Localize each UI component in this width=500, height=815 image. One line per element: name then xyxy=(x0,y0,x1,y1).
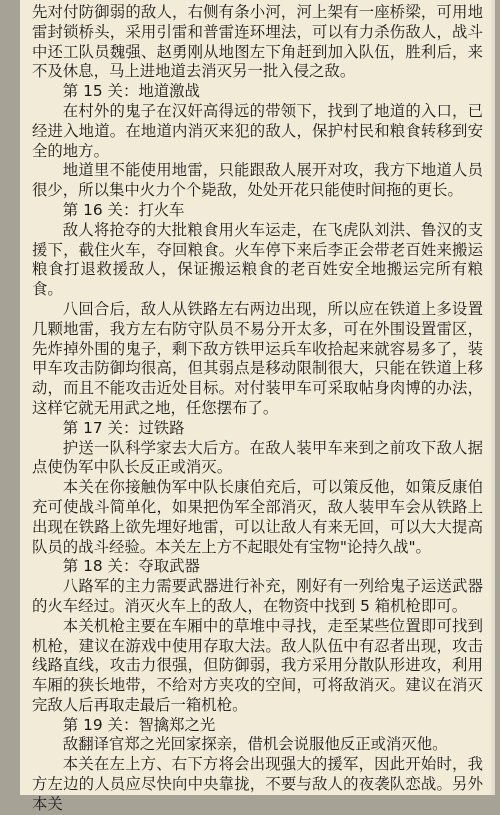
paragraph: 敌人将抢夺的大批粮食用火车运走，在飞虎队刘洪、鲁汉的支援下，截住火车，夺回粮食。火车停下来后李正会带老百姓来搬运粮食打退救援敌人，保证搬运粮食的老百姓安全地搬运完所有粮食。 xyxy=(32,220,483,299)
paragraph: 本关机枪主要在车厢中的草堆中寻找，走至某些位置即可找到机枪，建议在游戏中使用存取大法。敌人队伍中有忍者出现，攻击线路直线，攻击力很强，但防御弱，我方采用分散队形进攻，利用车厢的狭长地带，不给对方夹攻的空间，可将敌消灭。建议在消灭完敌人后再取走最后一箱机枪。 xyxy=(32,616,483,714)
paragraph: 八回合后，敌人从铁路左右两边出现，所以应在铁道上多设置几颗地雷，我方左右防守队员不易分开太多，可在外围设置雷区，先炸掉外围的鬼子，剩下敌方铁甲运兵车收拾起来就容易多了，装甲车攻击防御均很高，但其弱点是移动限制很大，只能在铁道上移动，而且不能攻击近处目标。对付装甲车可采取帖身肉博的办法，这样它就无用武之地，任您摆布了。 xyxy=(32,299,483,417)
level-heading-16: 第 16 关：打火车 xyxy=(62,200,185,219)
paragraph-continuation: 先对付防御弱的敌人，右侧有条小河，河上架有一座桥梁，可用地雷封锁桥头，采用引雷和普雷连环埋法，可以有力杀伤敌人，战斗中还工队员魏强、赵勇刚从地图左下角赶到加入队伍，胜利后，来不及休息，马上进地道去消灭另一批入侵之敌。 xyxy=(32,3,483,81)
page-content xyxy=(32,3,483,815)
paragraph: 本关在你接触伪军中队长康伯充后，可以策反他，如策反康伯充可使战斗简单化，如果把伪军全部消灭，敌人装甲车会从铁路上出现在铁路上欲先埋好地雷，可以让敌人有来无回，可以大大提高队员的战斗经验。本关左上方不起眼处有宝物"论持久战"。 xyxy=(32,478,483,556)
level-heading-19: 第 19 关：智擒郑之光 xyxy=(62,715,216,734)
paragraph: 八路军的主力需要武器进行补充，刚好有一列给鬼子运送武器的火车经过。消灭火车上的敌人，在物资中找到 5 箱机枪即可。 xyxy=(32,577,483,615)
paragraph: 地道里不能使用地雷，只能跟敌人展开对攻，我方下地道人员很少，所以集中火力个个毙敌，处处开花只能使时间拖的更长。 xyxy=(32,161,483,200)
paragraph: 本关在左上方、右下方将会出现强大的援军，因此开始时，我方左边的人员应尽快向中央靠拢，不要与敌人的夜袭队恋战。另外本关 xyxy=(32,755,483,813)
book-page xyxy=(20,0,495,813)
paragraph: 在村外的鬼子在汉奸高得远的带领下，找到了地道的入口，已经进入地道。在地道内消灭来犯的敌人，保护村民和粮食转移到安全的地方。 xyxy=(32,101,483,160)
level-heading-18: 第 18 关：夺取武器 xyxy=(62,557,200,576)
level-heading-17: 第 17 关：过铁路 xyxy=(62,418,185,437)
paragraph: 敌翻译官郑之光回家探亲，借机会说服他反正或消灭他。 xyxy=(62,735,448,754)
paragraph: 护送一队科学家去大后方。在敌人装甲车来到之前攻下敌人据点使伪军中队长反正或消灭。 xyxy=(32,438,483,477)
level-heading-15: 第 15 关：地道激战 xyxy=(62,82,200,101)
